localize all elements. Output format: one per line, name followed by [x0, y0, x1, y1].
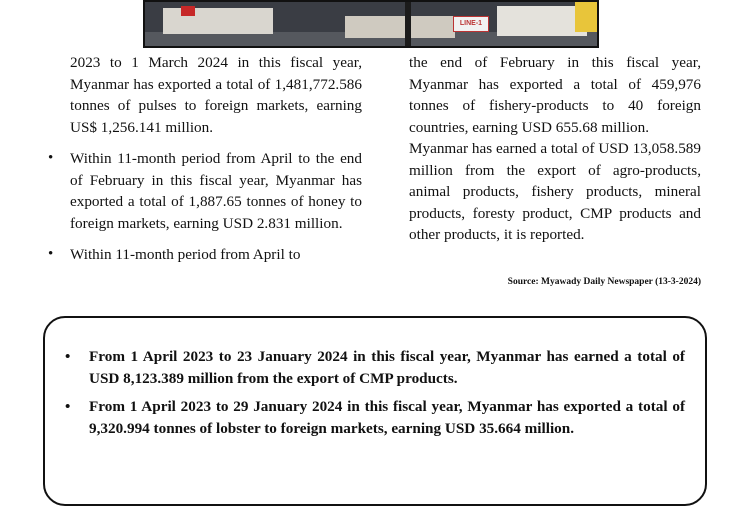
- photo-red-object: [181, 6, 195, 16]
- highlight-box: [43, 316, 707, 506]
- list-item: • From 1 April 2023 to 23 January 2024 in this fiscal year, Myanmar has earned a total of USD 8,123.389 million from the export of CMP products.: [65, 346, 685, 390]
- photo-workbench: [163, 8, 273, 34]
- photo-workbench: [497, 6, 587, 36]
- list-item: • Within 11-month period from April to the end of February in this fiscal year, Myanmar has exported a total of 1,887.65 tonnes of honey to foreign markets, earning USD 2.831 million.: [48, 148, 362, 234]
- source-citation: Source: Myawady Daily Newspaper (13-3-2024): [507, 277, 701, 287]
- list-item: • From 1 April 2023 to 29 January 2024 in this fiscal year, Myanmar has exported a total of 9,320.994 tonnes of lobster to foreign markets, earning USD 35.664 million.: [65, 396, 685, 440]
- factory-photo: [143, 0, 599, 48]
- photo-line-sign: LINE-1: [453, 16, 489, 32]
- right-continued-paragraph: the end of February in this fiscal year, Myanmar has exported a total of 459,976 tonnes of fishery-products to 40 foreign countries, earning USD 655.68 million.: [409, 54, 701, 136]
- photo-pillar: [405, 2, 411, 48]
- left-continued-paragraph: 2023 to 1 March 2024 in this fiscal year, Myanmar has exported a total of 1,481,772.586 tonnes of pulses to foreign markets, earning US$ 1,256.141 million.: [70, 54, 362, 136]
- list-item: • Within 11-month period from April to: [48, 244, 362, 266]
- left-bullet-list: [48, 148, 362, 266]
- left-column: [48, 52, 362, 266]
- photo-yellow-crate: [575, 2, 599, 32]
- right-paragraph: Myanmar has earned a total of USD 13,058.589 million from the export of agro-products, animal products, fishery products, mineral products, foresty product, CMP products and other products, it is reported.: [409, 140, 701, 243]
- right-column: [409, 52, 701, 246]
- photo-workbench: [345, 16, 455, 38]
- highlight-bullet-list: [65, 346, 685, 446]
